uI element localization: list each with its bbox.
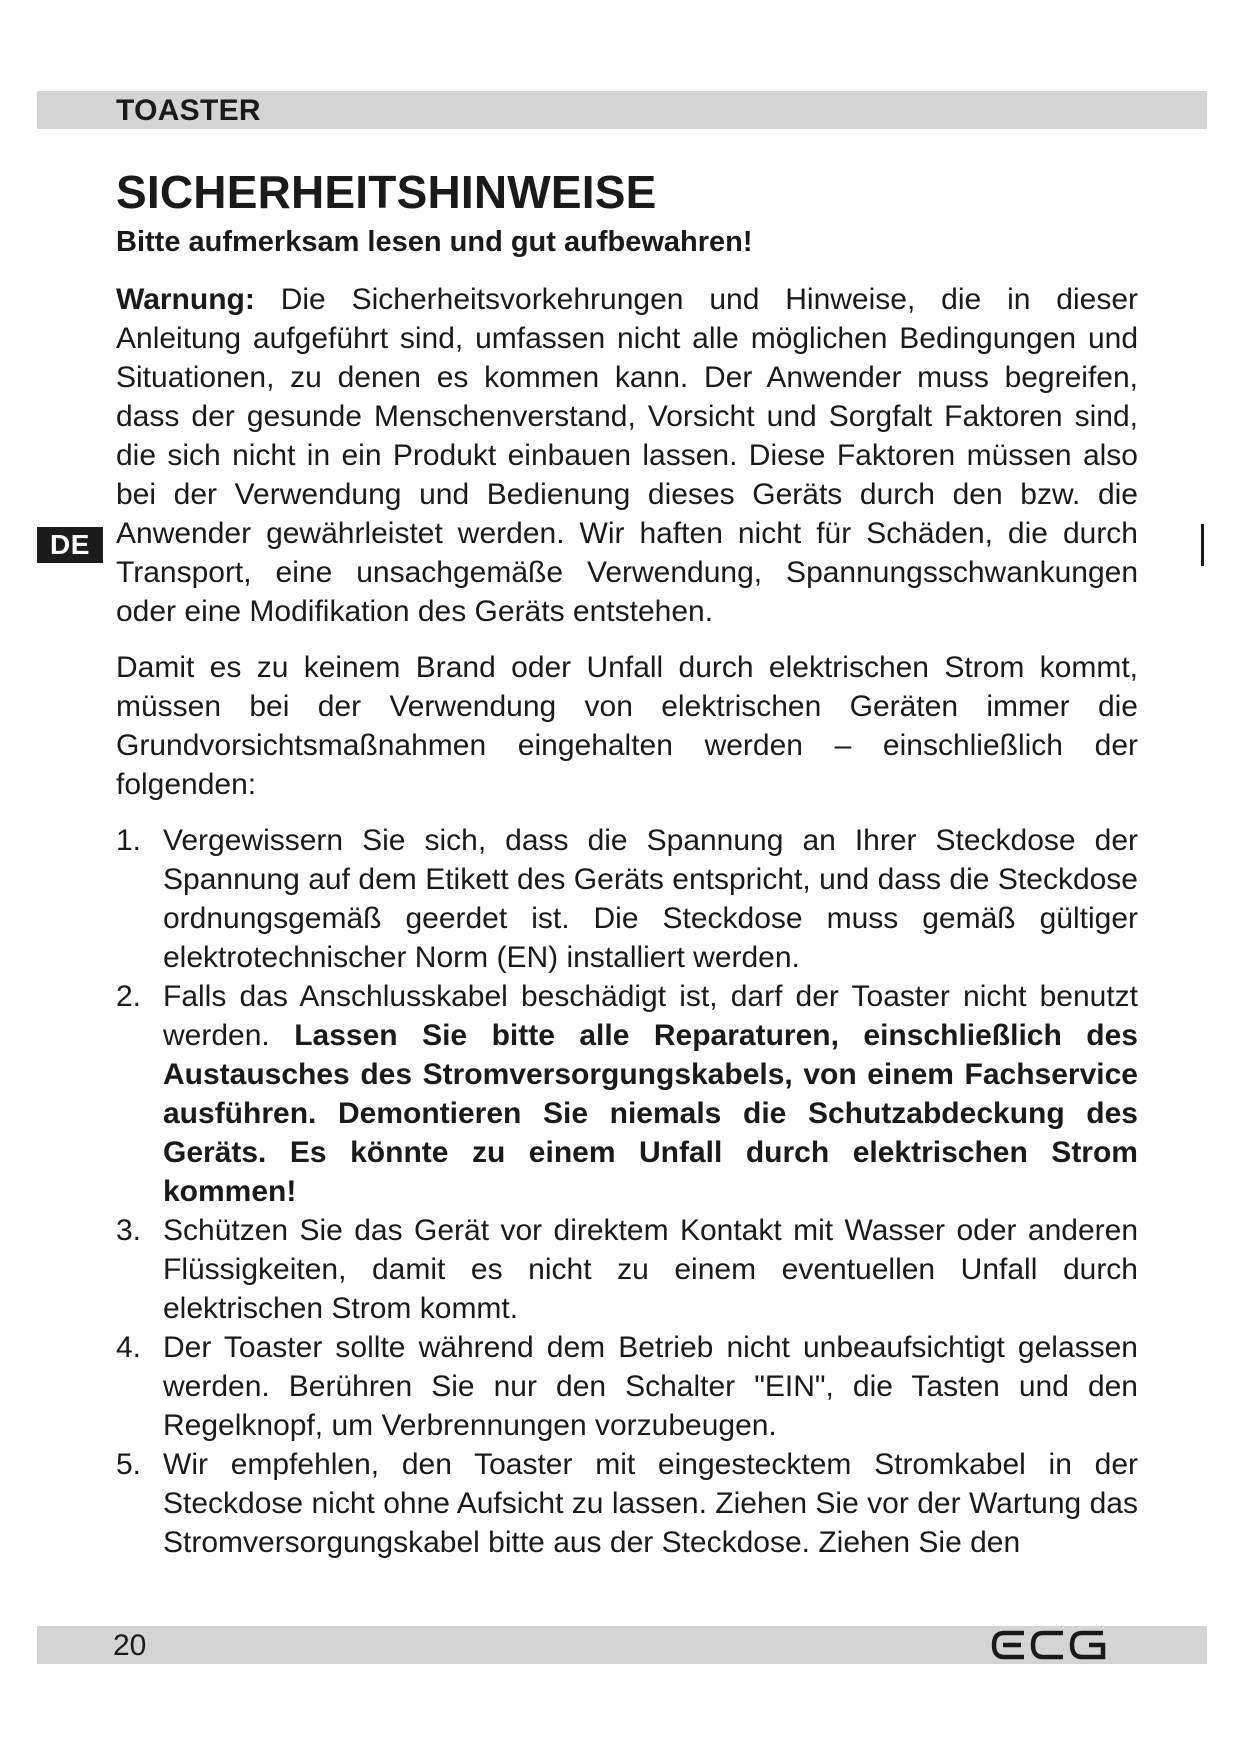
main-content (116, 280, 1138, 1562)
list-item-number: 4. (116, 1331, 142, 1364)
list-item-number: 5. (116, 1448, 142, 1481)
safety-list (116, 821, 1138, 1562)
list-item-number: 3. (116, 1214, 142, 1247)
list-item (116, 821, 1138, 977)
list-item (116, 977, 1138, 1211)
page-title: SICHERHEITSHINWEISE (116, 166, 657, 218)
list-item-text: Wir empfehlen, den Toaster mit eingestecktem Stromkabel in der Steckdose nicht ohne Aufsicht zu lassen. Ziehen Sie vor der Wartung das Stromversorgungskabel bitte aus der Steckdose. Ziehen Sie den (163, 1448, 1138, 1559)
list-item-bold-text: Lassen Sie bitte alle Reparaturen, einschließlich des Austausches des Stromversorgungskabels, von einem Fachservice ausführen. Demontieren Sie niemals die Schutzabdeckung des Geräts. Es könnte zu einem Unfall durch elektrischen Strom kommen! (163, 1019, 1138, 1208)
warning-text: Die Sicherheitsvorkehrungen und Hinweise, die in dieser Anleitung aufgeführt sind, umfassen nicht alle möglichen Bedingungen und Situationen, zu denen es kommen kann. Der Anwender muss begreifen, dass der gesunde Menschenverstand, Vorsicht und Sorgfalt Faktoren sind, die sich nicht in ein Produkt einbauen lassen. Diese Faktoren müssen also bei der Verwendung und Bedienung dieses Geräts durch den bzw. die Anwender gewährleistet werden. Wir haften nicht für Schäden, die durch Transport, eine unsachgemäße Verwendung, Spannungsschwankungen oder eine Modifikation des Geräts entstehen. (116, 283, 1138, 628)
edge-marker (1201, 524, 1204, 566)
list-item-text: Vergewissern Sie sich, dass die Spannung an Ihrer Steckdose der Spannung auf dem Etikett des Geräts entspricht, und dass die Steckdose ordnungsgemäß geerdet ist. Die Steckdose muss gemäß gültiger elektrotechnischer Norm (EN) installiert werden. (163, 824, 1138, 974)
warning-paragraph (116, 280, 1138, 631)
list-item-text: Schützen Sie das Gerät vor direktem Kontakt mit Wasser oder anderen Flüssigkeiten, damit es nicht zu einem eventuellen Unfall durch elektrischen Strom kommt. (163, 1214, 1138, 1325)
list-item-text: Der Toaster sollte während dem Betrieb nicht unbeaufsichtigt gelassen werden. Berühren Sie nur den Schalter "EIN", die Tasten und den Regelknopf, um Verbrennungen vorzubeugen. (163, 1331, 1138, 1442)
page-number: 20 (113, 1629, 147, 1662)
warning-label: Warnung: (116, 283, 255, 316)
language-tab: DE (37, 527, 103, 563)
list-item (116, 1445, 1138, 1562)
page-subtitle: Bitte aufmerksam lesen und gut aufbewahren! (116, 226, 753, 258)
header-title: TOASTER (116, 94, 261, 127)
intro-paragraph: Damit es zu keinem Brand oder Unfall durch elektrischen Strom kommt, müssen bei der Verwendung von elektrischen Geräten immer die Grundvorsichtsmaßnahmen eingehalten werden – einschließlich der folgenden: (116, 651, 1138, 801)
ecg-logo (990, 1628, 1110, 1662)
list-item (116, 1328, 1138, 1445)
list-item-number: 2. (116, 980, 142, 1013)
list-item (116, 1211, 1138, 1328)
list-item-number: 1. (116, 824, 142, 857)
list-item-text: Falls das Anschlusskabel beschädigt ist, darf der Toaster nicht benutzt werden. (163, 980, 1138, 1052)
